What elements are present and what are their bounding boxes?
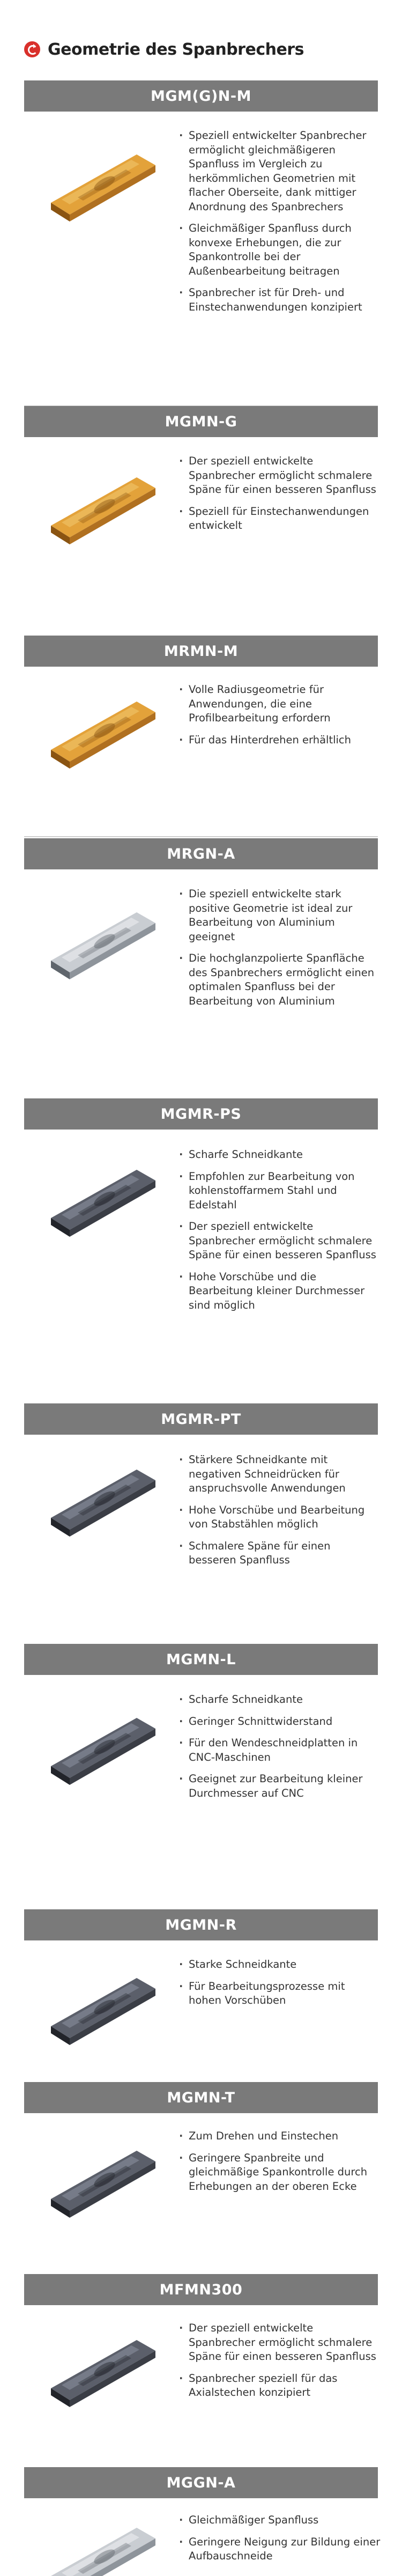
- feature-item: · Scharfe Schneidkante: [177, 1693, 381, 1707]
- insert-image: [40, 1459, 163, 1539]
- section-title-bar: MGMN-G: [24, 406, 378, 437]
- feature-list: [177, 887, 381, 1016]
- geometry-section: [24, 838, 378, 1100]
- section-title-bar: MRGN-A: [24, 838, 378, 869]
- insert-illustration: [24, 869, 180, 1100]
- insert-image: [40, 902, 163, 982]
- geometry-section: [24, 2467, 381, 2576]
- feature-list: [177, 2321, 381, 2408]
- feature-item: · Speziell für Einstechanwendungen entwickelt: [177, 505, 381, 533]
- feature-item: · Starke Schneidkante: [177, 1958, 381, 1972]
- section-title-bar: MFMN300: [24, 2274, 378, 2305]
- insert-illustration: [24, 1940, 180, 2089]
- section-title-bar: MGGN-A: [24, 2467, 378, 2498]
- feature-list: [177, 683, 381, 755]
- feature-item: · Für den Wendeschneidplatten in CNC-Maschinen: [177, 1736, 381, 1765]
- feature-list: [177, 129, 381, 322]
- section-title-bar: MGMR-PT: [24, 1404, 378, 1435]
- feature-item: · Speziell entwickelter Spanbrecher ermöglicht gleichmäßigeren Spanfluss im Vergleich zu herkömmlichen Geometrien mit flacher Oberseite, dank mittiger Anordnung des Spanbrechers: [177, 129, 381, 214]
- insert-illustration: [24, 1675, 180, 1915]
- insert-image: [40, 1159, 163, 1239]
- insert-image: [40, 2517, 163, 2576]
- feature-item: · Gleichmäßiger Spanfluss: [177, 2513, 381, 2528]
- geometry-section: [24, 80, 378, 407]
- insert-illustration: [24, 1130, 180, 1404]
- insert-illustration: [24, 2113, 180, 2282]
- feature-item: · Der speziell entwickelte Spanbrecher ermöglicht schmalere Späne für einen besseren Spanfluss: [177, 454, 381, 497]
- insert-image: [40, 2329, 163, 2410]
- section-body: [24, 1940, 378, 2089]
- refresh-arrow-icon: [24, 41, 40, 57]
- feature-item: · Geeignet zur Bearbeitung kleiner Durchmesser auf CNC: [177, 1772, 381, 1800]
- feature-item: · Gleichmäßiger Spanfluss durch konvexe Erhebungen, die zur Spankontrolle bei der Außenbearbeitung beitragen: [177, 222, 381, 278]
- section-body: [24, 1435, 378, 1649]
- geometry-section: [24, 636, 378, 837]
- insert-illustration: [24, 2305, 180, 2469]
- geometry-section: [24, 2082, 378, 2282]
- geometry-section: [24, 1404, 378, 1649]
- geometry-section: [24, 2274, 378, 2469]
- section-title-bar: MGMR-PS: [24, 1098, 378, 1130]
- feature-list: [177, 2129, 381, 2201]
- feature-list: [177, 1453, 381, 1575]
- feature-list: [177, 2513, 381, 2571]
- feature-item: · Zum Drehen und Einstechen: [177, 2129, 381, 2144]
- feature-item: · Der speziell entwickelte Spanbrecher ermöglicht schmalere Späne für einen besseren Spanfluss: [177, 2321, 381, 2364]
- insert-image: [40, 1707, 163, 1788]
- section-title-bar: MGMN-L: [24, 1644, 378, 1675]
- insert-illustration: [24, 112, 180, 407]
- feature-item: · Für das Hinterdrehen erhältlich: [177, 733, 381, 748]
- feature-item: · Volle Radiusgeometrie für Anwendungen, die eine Profilbearbeitung erfordern: [177, 683, 381, 726]
- feature-item: · Scharfe Schneidkante: [177, 1148, 381, 1162]
- feature-item: · Stärkere Schneidkante mit negativen Schneidrücken für anspruchsvolle Anwendungen: [177, 1453, 381, 1496]
- section-body: [24, 869, 378, 1100]
- page-title: Geometrie des Spanbrechers: [48, 40, 304, 59]
- section-body: [24, 2498, 381, 2576]
- page-header: [24, 39, 304, 60]
- feature-list: [177, 1148, 381, 1320]
- feature-item: · Empfohlen zur Bearbeitung von kohlenstoffarmem Stahl und Edelstahl: [177, 1170, 381, 1213]
- feature-item: · Der speziell entwickelte Spanbrecher ermöglicht schmalere Späne für einen besseren Spanfluss: [177, 1220, 381, 1263]
- geometry-section: [24, 1098, 378, 1404]
- feature-item: · Spanbrecher speziell für das Axialstechen konzipiert: [177, 2372, 381, 2400]
- section-body: [24, 2113, 378, 2282]
- feature-item: · Hohe Vorschübe und Bearbeitung von Stabstählen möglich: [177, 1503, 381, 1532]
- section-title-bar: MGM(G)N-M: [24, 80, 378, 112]
- insert-image: [40, 467, 163, 547]
- section-body: [24, 1130, 378, 1404]
- geometry-section: [24, 1909, 378, 2089]
- feature-item: · Hohe Vorschübe und die Bearbeitung kleiner Durchmesser sind möglich: [177, 1270, 381, 1313]
- section-body: [24, 2305, 378, 2469]
- feature-item: · Schmalere Späne für einen besseren Spanfluss: [177, 1539, 381, 1568]
- insert-image: [40, 1967, 163, 2048]
- feature-item: · Geringere Neigung zur Bildung einer Aufbauschneide: [177, 2535, 381, 2564]
- section-divider: [24, 836, 378, 837]
- geometry-section: [24, 1644, 378, 1915]
- insert-illustration: [24, 667, 180, 837]
- section-body: [24, 437, 378, 644]
- insert-illustration: [24, 437, 180, 644]
- feature-item: · Geringer Schnittwiderstand: [177, 1715, 381, 1729]
- section-title-bar: MGMN-R: [24, 1909, 378, 1940]
- geometry-section: [24, 406, 378, 644]
- insert-image: [40, 144, 163, 224]
- insert-illustration: [24, 1435, 180, 1649]
- feature-list: [177, 1958, 381, 2016]
- section-title-bar: MRMN-M: [24, 636, 378, 667]
- section-body: [24, 112, 378, 407]
- feature-item: · Spanbrecher ist für Dreh- und Einstechanwendungen konzipiert: [177, 286, 381, 314]
- feature-list: [177, 454, 381, 541]
- insert-illustration: [24, 2498, 180, 2576]
- feature-item: · Geringere Spanbreite und gleichmäßige Spankontrolle durch Erhebungen an der oberen Ecke: [177, 2151, 381, 2194]
- feature-item: · Die hochglanzpolierte Spanfläche des Spanbrechers ermöglicht einen optimalen Spanfluss bei der Bearbeitung von Aluminium: [177, 951, 381, 1008]
- feature-item: · Die speziell entwickelte stark positive Geometrie ist ideal zur Bearbeitung von Aluminium geeignet: [177, 887, 381, 944]
- insert-image: [40, 2140, 163, 2220]
- feature-item: · Für Bearbeitungsprozesse mit hohen Vorschüben: [177, 1980, 381, 2008]
- feature-list: [177, 1693, 381, 1808]
- insert-image: [40, 691, 163, 771]
- section-title-bar: MGMN-T: [24, 2082, 378, 2113]
- section-body: [24, 667, 378, 837]
- section-body: [24, 1675, 378, 1915]
